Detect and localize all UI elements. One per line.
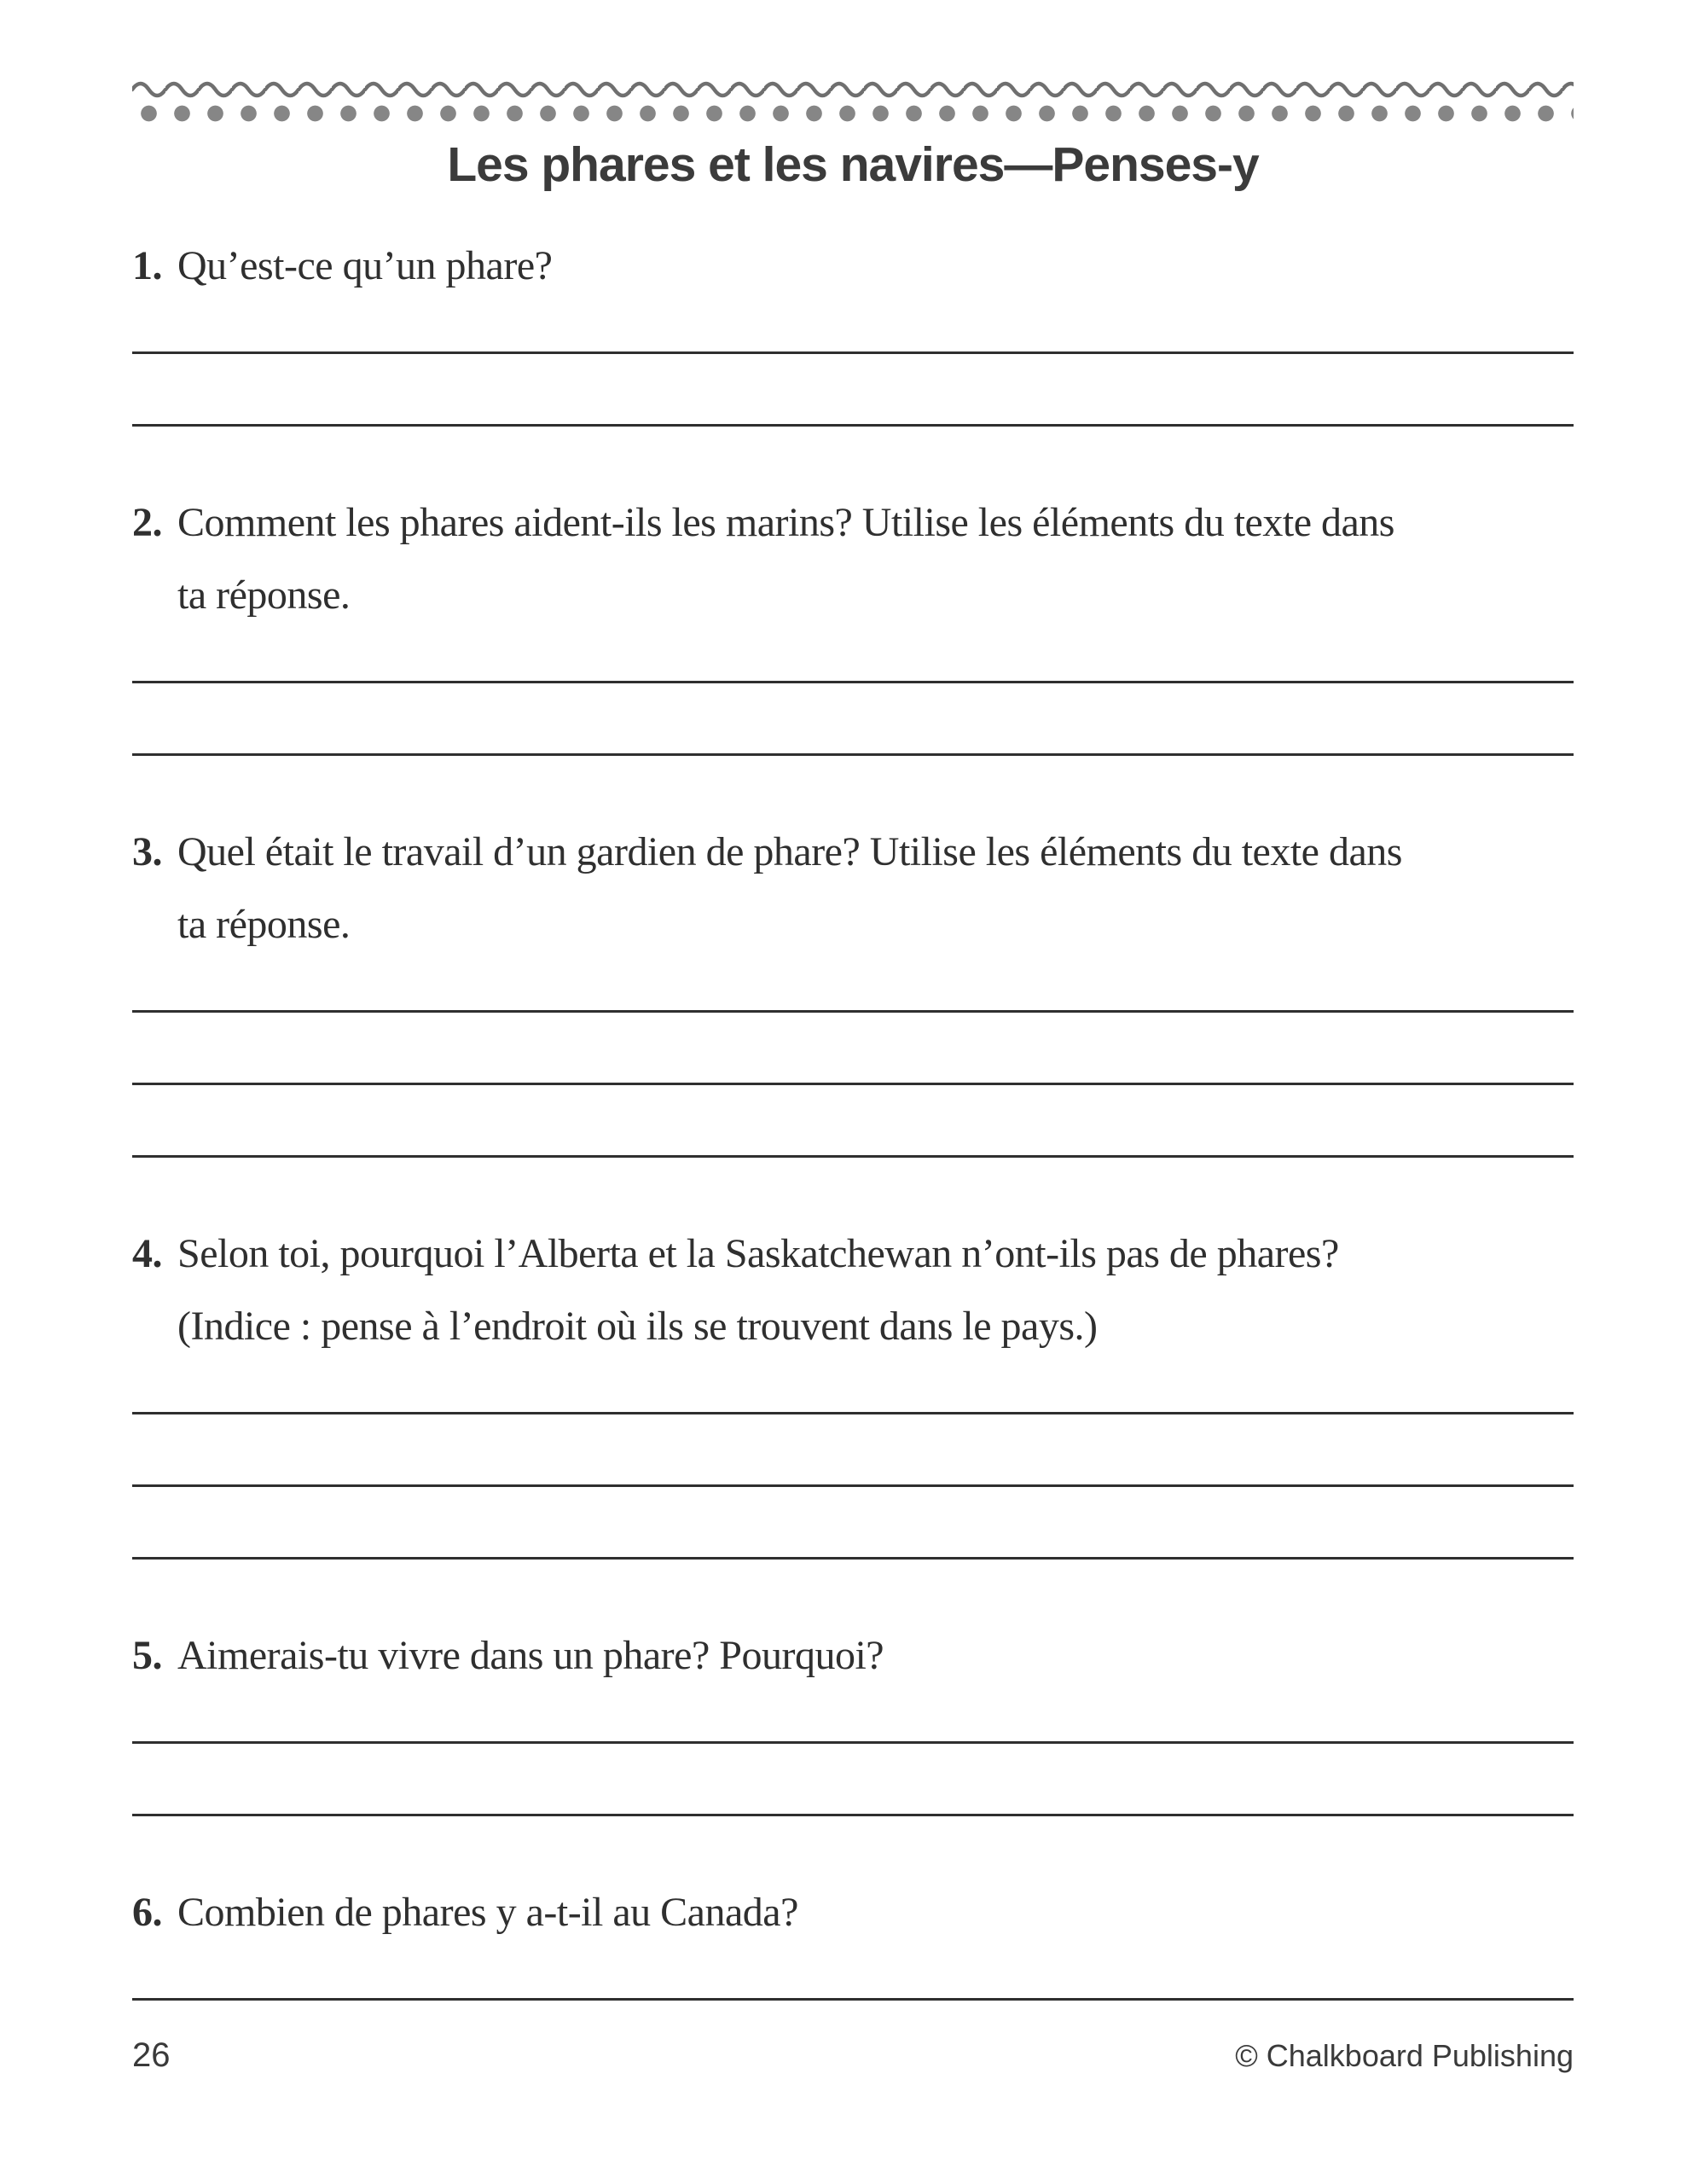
answer-line[interactable] xyxy=(132,681,1574,683)
question-number: 1. xyxy=(132,243,162,288)
question-text xyxy=(177,1619,1574,1692)
question-block xyxy=(132,816,1574,1158)
copyright-notice: © Chalkboard Publishing xyxy=(1235,2038,1574,2073)
question-text-line: ta réponse. xyxy=(177,902,351,947)
question-text xyxy=(177,486,1574,631)
question-text-line: Quel était le travail d’un gardien de phare? Utilise les éléments du texte dans xyxy=(177,829,1402,874)
question-text-line: Selon toi, pourquoi l’Alberta et la Saskatchewan n’ont-ils pas de phares? xyxy=(177,1231,1339,1276)
question xyxy=(132,1217,1574,1362)
question-text-line: ta réponse. xyxy=(177,572,351,618)
question-text xyxy=(177,1217,1574,1362)
question xyxy=(132,1876,1574,1949)
question-block xyxy=(132,486,1574,756)
answer-line[interactable] xyxy=(132,424,1574,427)
question-number: 4. xyxy=(132,1231,162,1276)
question-block xyxy=(132,1619,1574,1816)
question-text-line: Aimerais-tu vivre dans un phare? Pourquoi? xyxy=(177,1633,884,1678)
questions-list xyxy=(132,229,1574,2001)
dotted-row-decoration xyxy=(132,105,1574,122)
question-block xyxy=(132,1217,1574,1560)
question xyxy=(132,816,1574,961)
answer-line[interactable] xyxy=(132,1412,1574,1414)
question-number: 5. xyxy=(132,1633,162,1678)
answer-lines xyxy=(132,681,1574,756)
question-text xyxy=(177,816,1574,961)
answer-lines xyxy=(132,1741,1574,1816)
answer-line[interactable] xyxy=(132,351,1574,354)
question-block xyxy=(132,229,1574,427)
wavy-line-decoration xyxy=(132,75,1574,99)
answer-line[interactable] xyxy=(132,1557,1574,1560)
question xyxy=(132,1619,1574,1692)
question-text xyxy=(177,1876,1574,1949)
page-title: Les phares et les navires—Penses-y xyxy=(447,137,1259,192)
answer-lines xyxy=(132,1412,1574,1560)
answer-line[interactable] xyxy=(132,1741,1574,1744)
question-block xyxy=(132,1876,1574,2001)
question-text-line: Comment les phares aident-ils les marins? Utilise les éléments du texte dans xyxy=(177,500,1394,545)
question-number: 2. xyxy=(132,500,162,545)
answer-lines xyxy=(132,1998,1574,2001)
answer-line[interactable] xyxy=(132,753,1574,756)
question xyxy=(132,229,1574,302)
question-text xyxy=(177,229,1574,302)
question-number: 3. xyxy=(132,829,162,874)
answer-line[interactable] xyxy=(132,1083,1574,1085)
answer-line[interactable] xyxy=(132,1155,1574,1158)
answer-lines xyxy=(132,1010,1574,1158)
question-number: 6. xyxy=(132,1890,162,1935)
answer-line[interactable] xyxy=(132,1484,1574,1487)
answer-line[interactable] xyxy=(132,1998,1574,2001)
page-footer xyxy=(132,2036,1574,2075)
page-number: 26 xyxy=(132,2036,171,2074)
question-text-line: (Indice : pense à l’endroit où ils se trouvent dans le pays.) xyxy=(177,1304,1098,1349)
question-text-line: Combien de phares y a-t-il au Canada? xyxy=(177,1890,798,1935)
question-text-line: Qu’est-ce qu’un phare? xyxy=(177,243,553,288)
decorative-border xyxy=(132,0,1574,122)
question xyxy=(132,486,1574,631)
answer-lines xyxy=(132,351,1574,427)
answer-line[interactable] xyxy=(132,1010,1574,1013)
answer-line[interactable] xyxy=(132,1814,1574,1816)
